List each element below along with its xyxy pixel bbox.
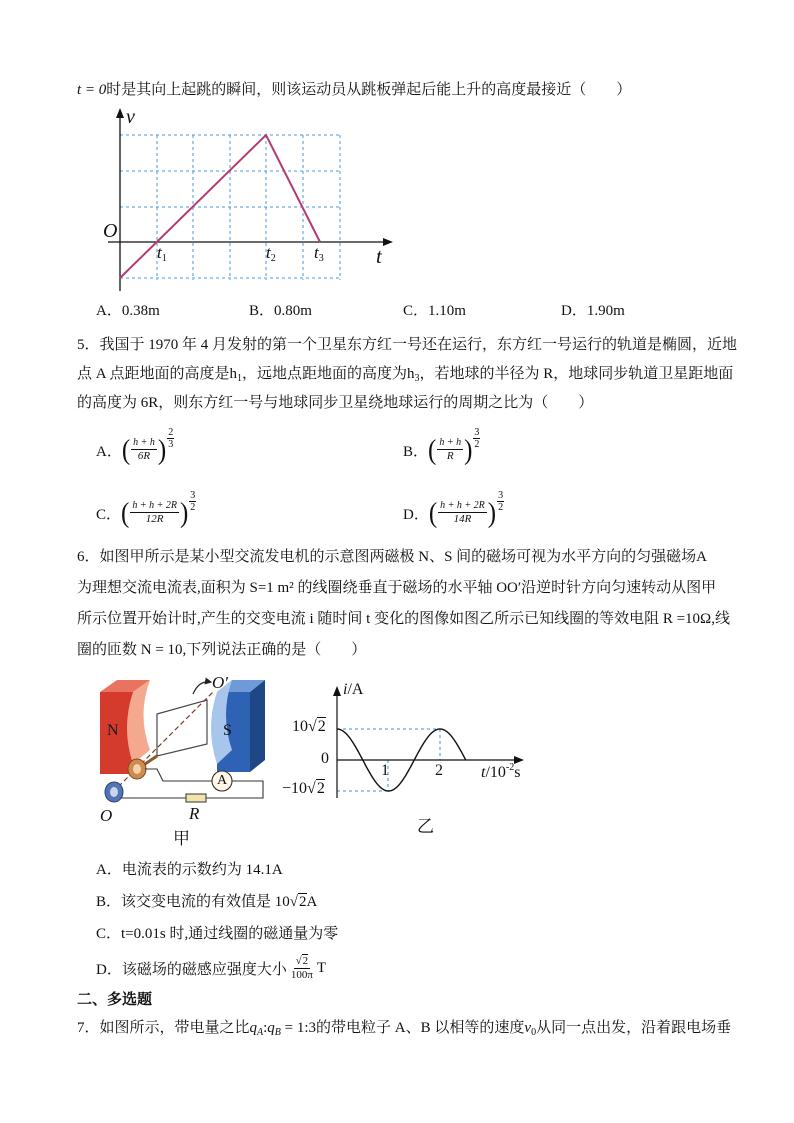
q6-line2: 为理想交流电流表,面积为 S=1 m² 的线圈绕垂直于磁场的水平轴 OO′沿逆时针方向匀速转动从图甲: [77, 580, 717, 596]
t-axis-label: t: [376, 244, 382, 268]
q6-option-d-text: D．该磁场的磁感应强度大小: [96, 961, 287, 978]
q4-stem-text: 时是其向上起跳的瞬间，则该运动员从跳板弹起后能上升的高度最接近（ ）: [106, 82, 632, 98]
q6-option-a: A．电流表的示数约为 14.1A: [96, 862, 283, 878]
q6-option-d: [96, 953, 326, 983]
peak-coef: 10: [292, 718, 308, 735]
trough-coef: −10: [282, 780, 308, 797]
numerator: h + h: [133, 437, 155, 448]
close-paren: ): [157, 434, 167, 466]
fraction: [437, 437, 463, 463]
trough-radicand: 2: [316, 780, 325, 797]
time-axis-label-unit: s: [514, 764, 521, 781]
vt-graph-svg: [95, 105, 405, 295]
q6-option-b-radicand: 2: [299, 894, 307, 910]
q4-stem-math: t = 0: [77, 82, 107, 98]
h1-main: h: [229, 366, 238, 382]
q5-option-b: [403, 427, 480, 470]
option-label: D．: [403, 506, 429, 523]
south-label: S: [223, 722, 232, 739]
slip-ring-back-inner: [110, 787, 118, 797]
i-axis-label-unit: /A: [347, 681, 364, 698]
sqrt-sign: √: [308, 718, 317, 735]
q5-option-c: [96, 490, 196, 533]
q6-option-b-coef: 10: [274, 894, 290, 910]
t2-main: t: [266, 243, 271, 262]
exponent-numerator: 3: [498, 490, 504, 501]
vt-graph: [95, 105, 405, 295]
q7-line1: [77, 1018, 732, 1043]
tick-1-label: 1: [381, 762, 389, 779]
exponent-numerator: 3: [190, 490, 196, 501]
denominator: 12R: [145, 513, 164, 525]
sqrt-sign: √: [295, 954, 302, 967]
denominator: 6R: [137, 450, 151, 462]
q5-option-a: [96, 427, 174, 470]
q5-option-d: [403, 490, 504, 533]
t2-label: [266, 244, 276, 264]
resistor-label: R: [189, 804, 200, 823]
t1-main: t: [157, 243, 162, 262]
coil: [157, 700, 207, 756]
fraction: [131, 437, 157, 463]
close-paren: ): [464, 434, 473, 466]
i-axis-arrow: [333, 686, 341, 696]
q6-option-b: [96, 892, 317, 912]
time-axis-label-sup: -2: [505, 762, 515, 773]
exponent-numerator: 3: [474, 427, 480, 438]
open-paren: (: [121, 497, 130, 529]
exponent-denominator: 2: [190, 502, 196, 513]
resistor: [186, 794, 206, 802]
q5-line3: 的高度为 6R，则东方红一号与地球同步卫星绕地球运行的周期之比为（ ）: [77, 395, 594, 411]
q7-qb-main: q: [267, 1020, 275, 1036]
axis-end-label: O′: [212, 673, 228, 692]
exponent-denominator: 3: [168, 439, 174, 450]
h1-sub: 1: [237, 373, 243, 384]
open-paren: (: [428, 497, 438, 529]
t1-label: [157, 244, 167, 264]
t2-sub: 2: [270, 253, 276, 264]
i-axis-label-main: i: [343, 681, 348, 698]
numerator: h + h + 2R: [132, 500, 177, 511]
wire-top: [145, 769, 212, 781]
v-axis-label: v: [126, 106, 135, 128]
option-label: A．: [96, 443, 122, 460]
exponent-denominator: 2: [474, 439, 480, 450]
q6-line1: 6．如图甲所示是某小型交流发电机的示意图两磁极 N、S 间的磁场可视为水平方向的匀强磁场A: [77, 549, 708, 565]
open-paren: (: [428, 434, 437, 466]
peak-radicand: 2: [317, 718, 326, 735]
rotation-arrow: [193, 682, 211, 694]
q7-text-b: 的带电粒子 A、B 以相等的速度: [316, 1020, 525, 1036]
current-graph: [280, 678, 540, 808]
section-heading: 二、多选题: [77, 992, 153, 1008]
time-axis-label-main: t: [481, 764, 486, 781]
fraction: [130, 500, 179, 526]
q7-qb-sub: B: [274, 1027, 281, 1038]
option-label: B．: [403, 443, 429, 460]
figure-jia-caption: 甲: [173, 829, 190, 848]
exponent: [167, 427, 174, 450]
v-axis-arrow: [116, 108, 124, 118]
q5-line2-b: ，远地点距地面的高度为: [242, 366, 408, 382]
positive-peak-label: [292, 719, 326, 735]
exponent-denominator: 2: [498, 502, 504, 513]
fraction: [438, 500, 487, 526]
q6-line3: 所示位置开始计时,产生的交变电流 i 随时间 t 变化的图像如图乙所示已知线圈的等效电阻 R =10Ω,线: [77, 611, 730, 627]
north-label: N: [107, 722, 119, 739]
q7-v-main: v: [524, 1020, 532, 1036]
generator-svg: [95, 670, 270, 830]
zero-label: 0: [321, 750, 329, 767]
q7-colon: :: [263, 1020, 268, 1036]
time-axis-label: [481, 763, 520, 781]
q4-option-a: A．0.38m: [96, 303, 160, 319]
q6-option-d-numerator: [294, 955, 311, 969]
south-magnet-side: [250, 680, 265, 772]
denominator: 14R: [453, 513, 472, 525]
close-paren: ): [179, 497, 189, 529]
q7-ratio: = 1:3: [280, 1020, 317, 1036]
t1-sub: 1: [161, 253, 167, 264]
q5-line1: 5．我国于 1970 年 4 月发射的第一个卫星东方红一号还在运行，东方红一号运行的轨道是椭圆，近地: [77, 337, 738, 353]
q5-line2-a: 点 A 点距地面的高度是: [77, 366, 230, 382]
q7-text-c: 从同一点出发，沿着跟电场垂: [536, 1020, 732, 1036]
exponent-numerator: 2: [168, 427, 174, 438]
exponent: [497, 490, 504, 513]
q6-option-d-denominator: 100π: [290, 968, 313, 981]
q4-stem: [77, 80, 631, 100]
h3-main: h: [407, 366, 415, 382]
q4-option-c: C．1.10m: [403, 303, 466, 319]
slip-ring-front-inner: [133, 764, 141, 774]
vt-grid: [120, 135, 340, 280]
h3-sub: 3: [414, 373, 420, 384]
t-axis-arrow: [383, 238, 393, 246]
q6-option-d-fraction: [289, 955, 315, 982]
q7-qa-sub: A: [257, 1027, 264, 1038]
q6-option-b-unit: A: [306, 894, 318, 910]
q4-option-d: D．1.90m: [561, 303, 625, 319]
t3-main: t: [314, 243, 319, 262]
t3-sub: 3: [318, 253, 324, 264]
negative-peak-label: [282, 781, 325, 797]
i-axis-label: [343, 682, 363, 698]
time-axis-label-mid: /10: [485, 764, 506, 781]
origin-label: O: [103, 220, 118, 242]
q7-v-sub: 0: [531, 1027, 537, 1038]
axis-start-label: O: [100, 806, 113, 825]
generator-figure: [95, 670, 270, 830]
tick-2-label: 2: [435, 762, 443, 779]
q6-option-c: C．t=0.01s 时,通过线圈的磁通量为零: [96, 926, 339, 942]
exponent: [189, 490, 196, 513]
q6-option-d-unit: T: [316, 959, 327, 976]
option-label: C．: [96, 506, 122, 523]
q5-line2-c: ，若地球的半径为 R，地球同步轨道卫星距地面: [419, 366, 734, 382]
q7-text-a: 7．如图所示，带电量之比: [77, 1020, 250, 1036]
figure-yi-caption: 乙: [417, 817, 434, 836]
open-paren: (: [121, 434, 131, 466]
sqrt-sign: √: [289, 894, 298, 910]
numerator: h + h + 2R: [440, 500, 485, 511]
denominator: R: [446, 450, 454, 462]
q5-line2: [77, 364, 734, 389]
q7-qa-main: q: [249, 1020, 258, 1036]
t3-label: [314, 244, 324, 264]
q6-line4: 圈的匝数 N = 10,下列说法正确的是（ ）: [77, 642, 367, 658]
q4-option-b: B．0.80m: [249, 303, 312, 319]
q6-option-b-text: B．该交变电流的有效值是: [96, 894, 275, 910]
exponent: [473, 427, 480, 450]
sqrt-sign: √: [307, 780, 316, 797]
q6-option-d-radicand: 2: [302, 954, 309, 967]
close-paren: ): [487, 497, 497, 529]
ammeter-label: A: [217, 773, 228, 788]
numerator: h + h: [439, 437, 462, 448]
